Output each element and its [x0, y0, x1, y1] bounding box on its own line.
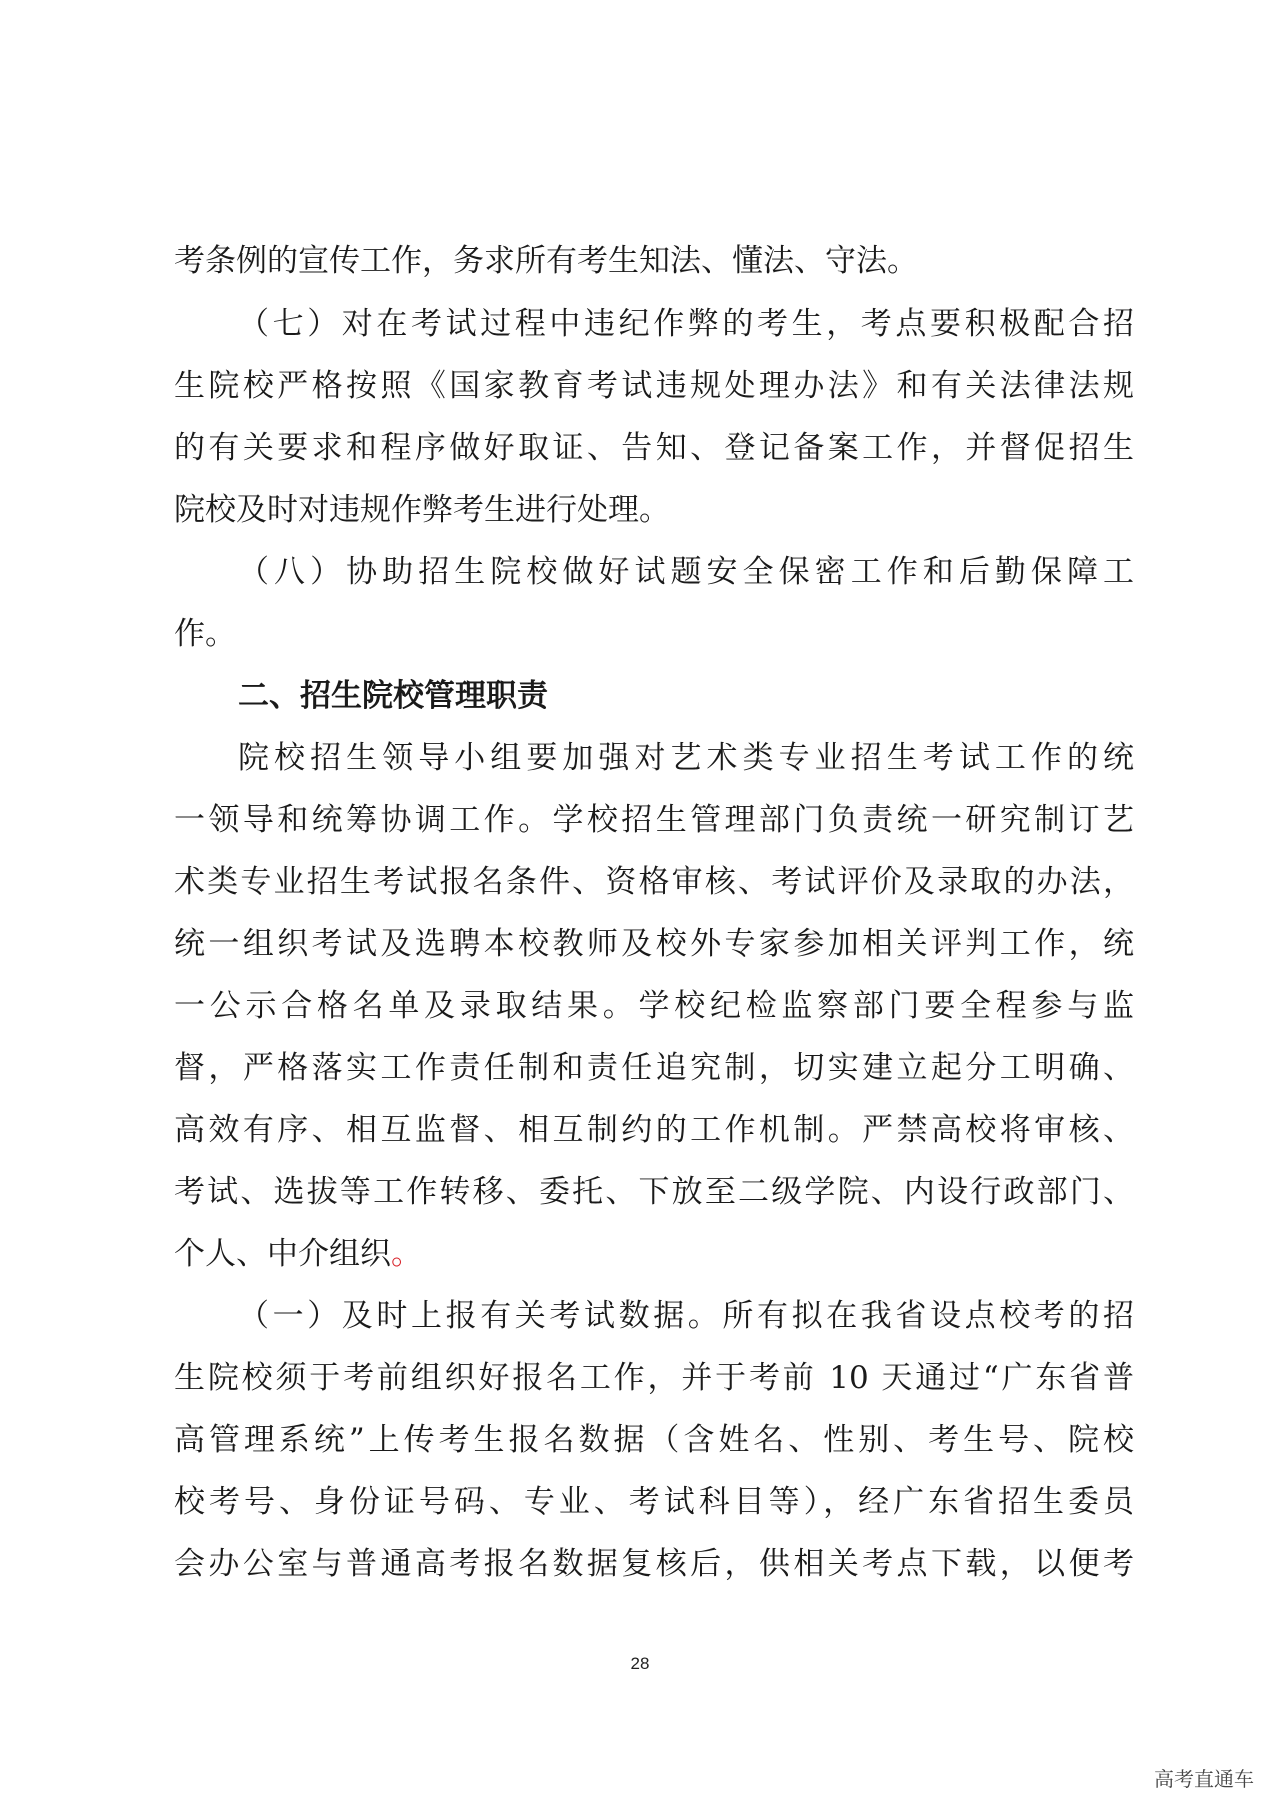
paragraph-line: 院校及时对违规作弊考生进行处理。 — [174, 492, 670, 528]
paragraph-line: 一领导和统筹协调工作。学校招生管理部门负责统一研究制订艺 — [174, 802, 1134, 838]
paragraph-line: 作。 — [174, 616, 236, 652]
paragraph-line: 考条例的宣传工作，务求所有考生知法、懂法、守法。 — [174, 243, 918, 279]
paragraph-line: 高管理系统”上传考生报名数据（含姓名、性别、考生号、院校 — [174, 1422, 1134, 1458]
paragraph-line: 术类专业招生考试报名条件、资格审核、考试评价及录取的办法， — [174, 864, 1134, 900]
paragraph-text: 个人、中介组织 — [174, 1236, 391, 1272]
watermark-text: 高考直通车 — [1154, 1767, 1254, 1791]
page-number: 28 — [630, 1654, 650, 1673]
paragraph-line: （八）协助招生院校做好试题安全保密工作和后勤保障工 — [238, 554, 1134, 590]
paragraph-line: （一）及时上报有关考试数据。所有拟在我省设点校考的招 — [238, 1298, 1134, 1334]
paragraph-line: 院校招生领导小组要加强对艺术类专业招生考试工作的统 — [238, 740, 1134, 776]
paragraph-line: 高效有序、相互监督、相互制约的工作机制。严禁高校将审核、 — [174, 1112, 1134, 1148]
section-heading: 二、招生院校管理职责 — [238, 678, 548, 714]
paragraph-line: 生院校严格按照《国家教育考试违规处理办法》和有关法律法规 — [174, 368, 1134, 404]
paragraph-line: 的有关要求和程序做好取证、告知、登记备案工作，并督促招生 — [174, 430, 1134, 466]
red-period: 。 — [391, 1236, 422, 1272]
paragraph-line: 一公示合格名单及录取结果。学校纪检监察部门要全程参与监 — [174, 988, 1134, 1024]
paragraph-line: 统一组织考试及选聘本校教师及校外专家参加相关评判工作，统 — [174, 926, 1134, 962]
paragraph-line: 督，严格落实工作责任制和责任追究制，切实建立起分工明确、 — [174, 1050, 1134, 1086]
paragraph-line: 会办公室与普通高考报名数据复核后，供相关考点下载，以便考 — [174, 1546, 1134, 1582]
paragraph-line-last — [174, 1226, 1134, 1282]
paragraph-line: 生院校须于考前组织好报名工作，并于考前 10 天通过“广东省普 — [174, 1360, 1134, 1396]
paragraph-line: 考试、选拔等工作转移、委托、下放至二级学院、内设行政部门、 — [174, 1174, 1134, 1210]
paragraph-line: （七）对在考试过程中违纪作弊的考生，考点要积极配合招 — [238, 306, 1134, 342]
paragraph-line: 校考号、身份证号码、专业、考试科目等），经广东省招生委员 — [174, 1484, 1134, 1520]
